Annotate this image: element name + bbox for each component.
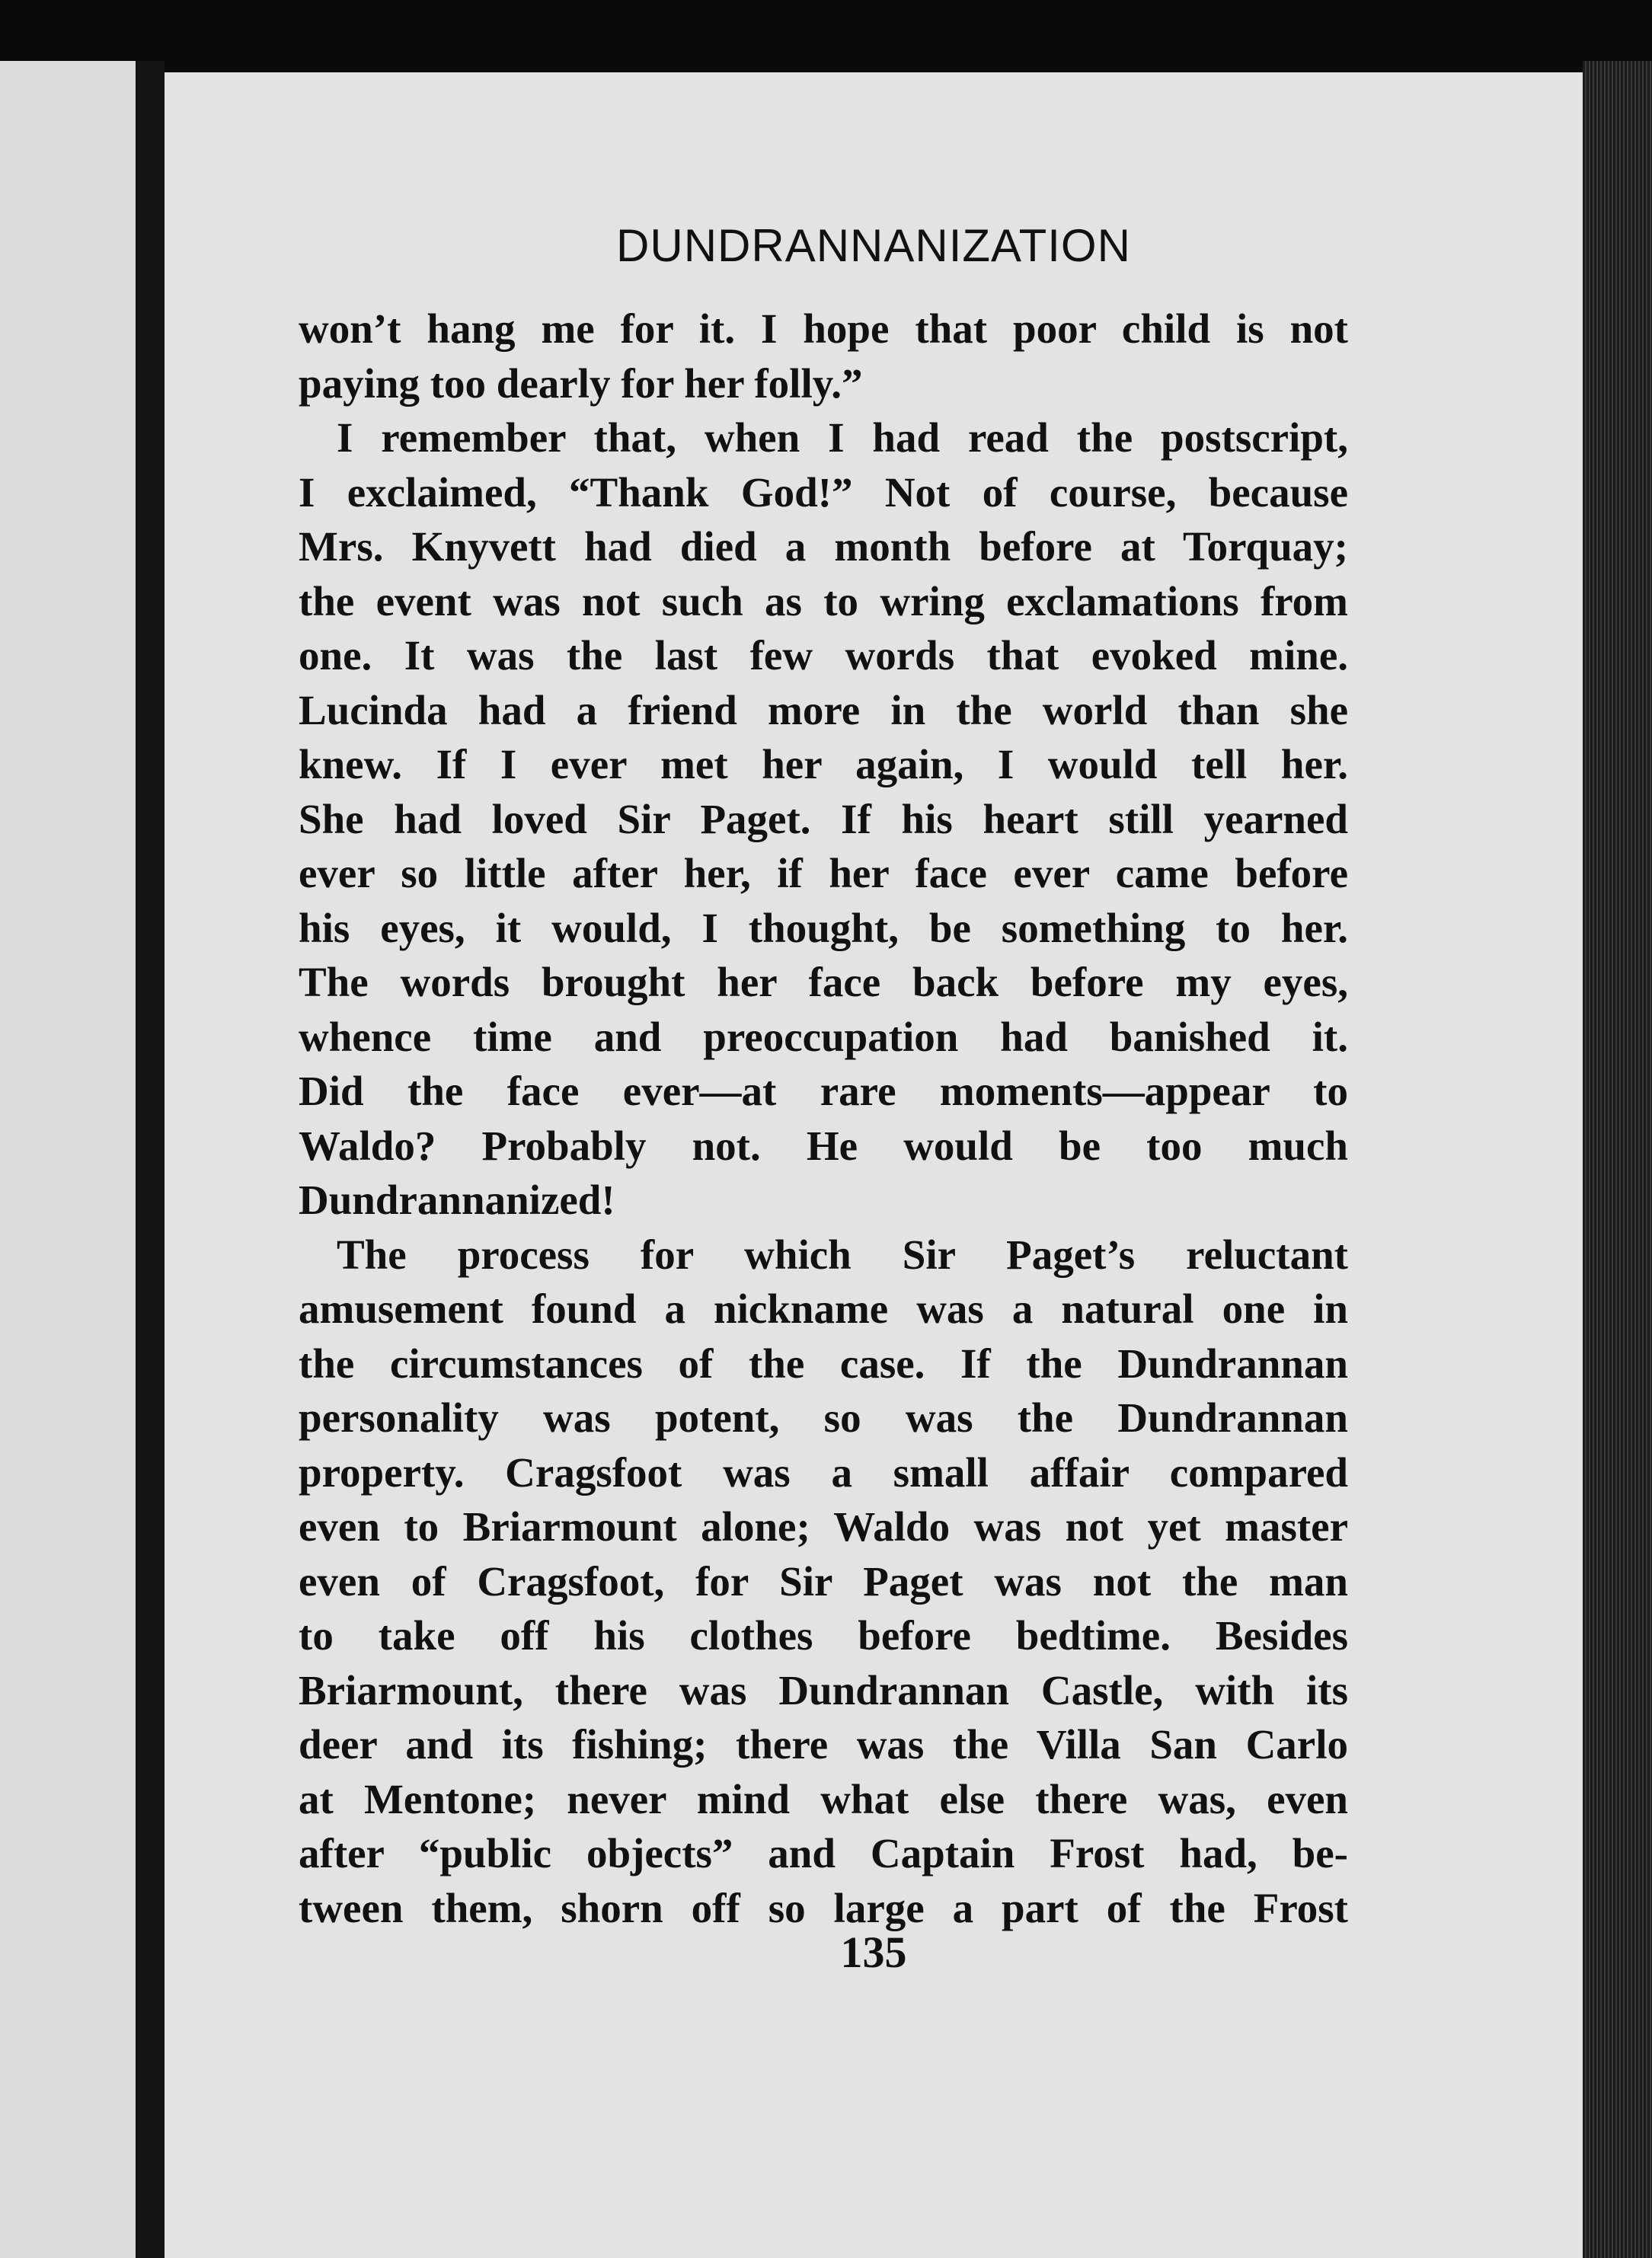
text-line: deer and its fishing; there was the Villa San Carlo xyxy=(299,1721,1348,1768)
page-block-edge xyxy=(1583,61,1652,2258)
text-line: The words brought her face back before my eyes, xyxy=(299,959,1348,1005)
text-line: The process for which Sir Paget’s reluctant xyxy=(337,1231,1348,1278)
text-line: Briarmount, there was Dundrannan Castle, with its xyxy=(299,1666,1348,1713)
text-line: even of Cragsfoot, for Sir Paget was not the man xyxy=(299,1557,1348,1605)
text-line: personality was potent, so was the Dundrannan xyxy=(299,1394,1348,1441)
running-head: DUNDRANNANIZATION xyxy=(616,220,1131,271)
text-line: to take off his clothes before bedtime. Besides xyxy=(299,1612,1348,1659)
text-line: his eyes, it would, I thought, be something to her. xyxy=(299,904,1348,951)
facing-page-edge xyxy=(0,61,136,2258)
text-line: ever so little after her, if her face ever came before xyxy=(299,850,1348,896)
text-line: She had loved Sir Paget. If his heart still yearned xyxy=(299,795,1348,842)
text-line: tween them, shorn off so large a part of the Frost xyxy=(299,1884,1348,1931)
text-line: Did the face ever—at rare moments—appear to xyxy=(299,1068,1348,1114)
book-gutter xyxy=(136,61,165,2258)
text-line: after “public objects” and Captain Frost had, be- xyxy=(299,1830,1348,1876)
scan-border-top xyxy=(0,0,1652,72)
text-line: paying too dearly for her folly.” xyxy=(299,359,863,407)
text-line: Mrs. Knyvett had died a month before at Torquay; xyxy=(299,523,1348,570)
text-line: I exclaimed, “Thank God!” Not of course, because xyxy=(299,468,1348,516)
text-line: won’t hang me for it. I hope that poor child is not xyxy=(299,305,1348,352)
text-line: Lucinda had a friend more in the world than she xyxy=(299,686,1348,733)
text-line: I remember that, when I had read the postscript, xyxy=(337,414,1348,461)
text-line: amusement found a nickname was a natural one in xyxy=(299,1285,1348,1332)
text-line: at Mentone; never mind what else there was, even xyxy=(299,1775,1348,1822)
page-number: 135 xyxy=(840,1927,907,1977)
body-text xyxy=(299,302,1348,1935)
text-line: Waldo? Probably not. He would be too much xyxy=(299,1122,1348,1169)
text-line: the circumstances of the case. If the Dundrannan xyxy=(299,1340,1348,1387)
text-line: whence time and preoccupation had banished it. xyxy=(299,1013,1348,1060)
text-line: property. Cragsfoot was a small affair compared xyxy=(299,1448,1348,1496)
text-line: the event was not such as to wring exclamations from xyxy=(299,577,1348,624)
text-line: one. It was the last few words that evoked mine. xyxy=(299,632,1348,679)
text-line: Dundrannanized! xyxy=(299,1177,615,1223)
text-line: knew. If I ever met her again, I would tell her. xyxy=(299,741,1348,787)
text-line: even to Briarmount alone; Waldo was not yet master xyxy=(299,1503,1348,1550)
